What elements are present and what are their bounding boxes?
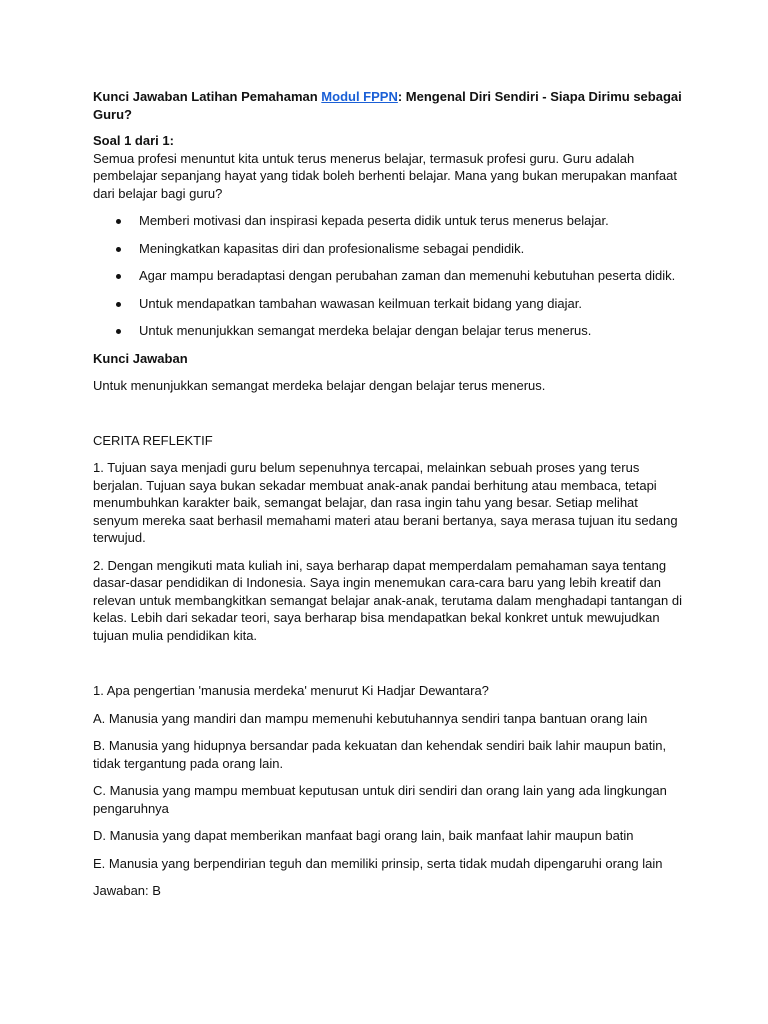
mc-option-d: D. Manusia yang dapat memberikan manfaat bagi orang lain, baik manfaat lahir maupun batin xyxy=(93,828,634,843)
option-item: Untuk mendapatkan tambahan wawasan keilmuan terkait bidang yang diajar. xyxy=(93,295,683,313)
option-item: Untuk menunjukkan semangat merdeka belajar dengan belajar terus menerus. xyxy=(93,322,683,340)
document-title xyxy=(93,88,683,123)
modul-fppn-link[interactable]: Modul FPPN xyxy=(321,89,398,104)
options-list xyxy=(93,212,683,340)
option-item: Meningkatkan kapasitas diri dan profesionalisme sebagai pendidik. xyxy=(93,240,683,258)
mc-option-c: C. Manusia yang mampu membuat keputusan untuk diri sendiri dan orang lain yang ada lingkungan pengaruhnya xyxy=(93,783,667,816)
document-body xyxy=(93,88,683,900)
option-item: Memberi motivasi dan inspirasi kepada peserta didik untuk terus menerus belajar. xyxy=(93,212,683,230)
reflection-paragraph-2: 2. Dengan mengikuti mata kuliah ini, saya berharap dapat memperdalam pemahaman saya tentang dasar-dasar pendidikan di Indonesia. Saya ingin menemukan cara-cara baru yang lebih kreatif dan relevan untuk membangkitkan semangat belajar anak-anak, terutama dalam menghadapi tantangan di kelas. Lebih dari sekadar teori, saya berharap bisa mendapatkan bekal konkret untuk mewujudkan tujuan mulia pendidikan kita. xyxy=(93,557,682,643)
mc-option-b: B. Manusia yang hidupnya bersandar pada kekuatan dan kehendak sendiri baik lahir maupun batin, tidak tergantung pada orang lain. xyxy=(93,738,667,771)
question-header: Soal 1 dari 1: xyxy=(93,133,174,148)
title-prefix: Kunci Jawaban Latihan Pemahaman xyxy=(93,89,322,104)
option-item: Agar mampu beradaptasi dengan perubahan zaman dan memenuhi kebutuhan peserta didik. xyxy=(93,267,683,285)
reflection-paragraph-1: 1. Tujuan saya menjadi guru belum sepenuhnya tercapai, melainkan sebuah proses yang terus berjalan. Tujuan saya bukan sekadar membuat anak-anak pandai berhitung atau membaca, tetapi menumbuhkan karakter baik, semangat belajar, dan rasa ingin tahu yang besar. Setiap melihat senyum mereka saat berhasil memahami materi atau berani bertanya, saya merasa tujuan itu sedang terwujud. xyxy=(93,460,678,545)
mc-answer: Jawaban: B xyxy=(93,883,161,898)
mc-question: 1. Apa pengertian 'manusia merdeka' menurut Ki Hadjar Dewantara? xyxy=(93,683,489,698)
reflection-header: CERITA REFLEKTIF xyxy=(93,432,213,448)
mc-option-e: E. Manusia yang berpendirian teguh dan memiliki prinsip, serta tidak mudah dipengaruhi orang lain xyxy=(93,855,663,871)
answer-key-text: Untuk menunjukkan semangat merdeka belajar dengan belajar terus menerus. xyxy=(93,378,546,393)
question-text: Semua profesi menuntut kita untuk terus menerus belajar, termasuk profesi guru. Guru adalah pembelajar sepanjang hayat yang tidak boleh berhenti belajar. Mana yang bukan merupakan manfaat dari belajar bagi guru? xyxy=(93,150,677,201)
answer-key-header: Kunci Jawaban xyxy=(93,350,188,366)
mc-option-a: A. Manusia yang mandiri dan mampu memenuhi kebutuhannya sendiri tanpa bantuan orang lain xyxy=(93,710,648,726)
title-suffix: : Mengenal Diri Sendiri - Siapa Dirimu sebagai Guru? xyxy=(93,89,682,122)
